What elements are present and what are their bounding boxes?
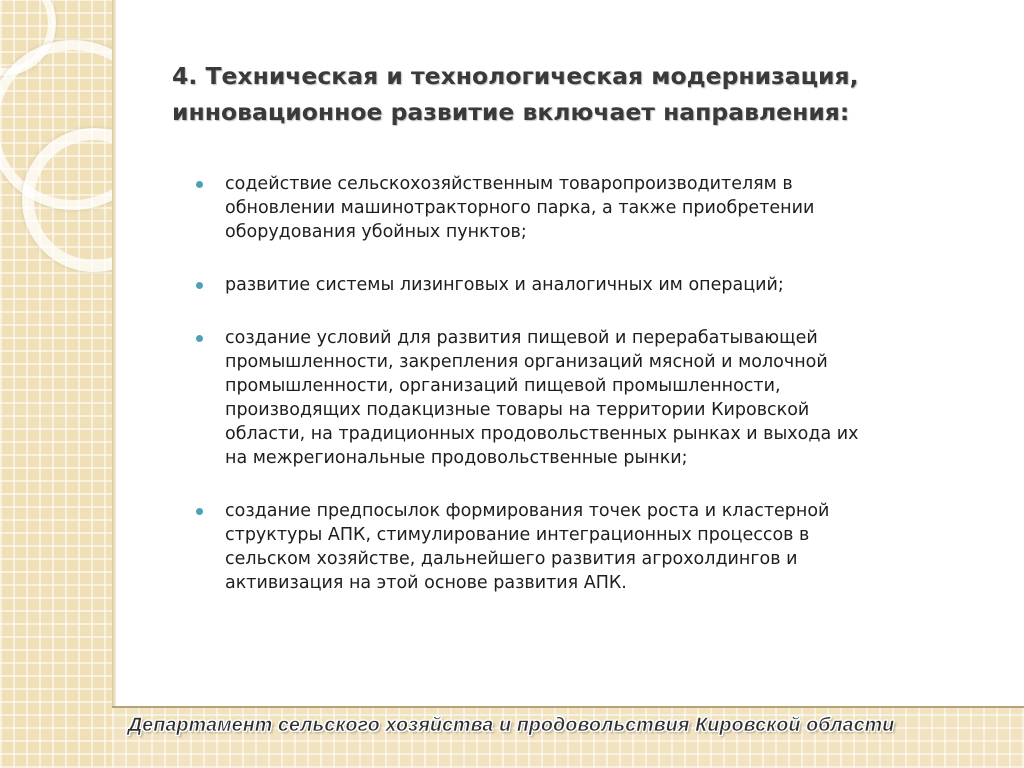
bullet-item [196, 499, 986, 595]
bullet-dot-icon [196, 335, 203, 342]
bullet-text-line: сельском хозяйстве, дальнейшего развития агрохолдингов и [225, 549, 798, 569]
side-panel-edge [112, 0, 116, 768]
bullet-item [196, 326, 986, 470]
bullet-dot-icon [196, 508, 203, 515]
bullet-text-line: обновлении машинотракторного парка, а также приобретении [225, 198, 815, 218]
bullet-text-line: содействие сельскохозяйственным товаропроизводителям в [225, 174, 793, 194]
bullet-text-line: создание предпосылок формирования точек роста и кластерной [225, 501, 830, 521]
slide-title [172, 58, 972, 130]
bullet-text-line: развитие системы лизинговых и аналогичных им операций; [225, 275, 784, 295]
bullet-text [225, 273, 986, 297]
slide-title-line: инновационное развитие включает направления: [172, 98, 850, 126]
slide-title-line: 4. Техническая и технологическая модернизация, [172, 62, 859, 90]
bullet-text [225, 172, 986, 244]
bullet-text [225, 499, 986, 595]
bullet-text-line: создание условий для развития пищевой и перерабатывающей [225, 328, 818, 348]
bullet-item [196, 273, 986, 297]
bullet-text-line: области, на традиционных продовольственных рынках и выхода их [225, 424, 859, 444]
bullet-text-line: производящих подакцизные товары на территории Кировской [225, 400, 810, 420]
bullet-text-line: оборудования убойных пунктов; [225, 222, 527, 242]
bullet-text [225, 326, 986, 470]
footer-organization-name: Департамент сельского хозяйства и продовольствия Кировской области [128, 714, 895, 736]
bullet-text-line: промышленности, закрепления организаций мясной и молочной [225, 352, 828, 372]
bullet-dot-icon [196, 181, 203, 188]
bullet-dot-icon [196, 282, 203, 289]
bullet-list [196, 172, 986, 624]
bullet-text-line: на межрегиональные продовольственные рынки; [225, 448, 688, 468]
footer-divider [112, 706, 1024, 708]
bullet-text-line: активизация на этой основе развития АПК. [225, 573, 627, 593]
bullet-item [196, 172, 986, 244]
bullet-text-line: структуры АПК, стимулирование интеграционных процессов в [225, 525, 810, 545]
bullet-text-line: промышленности, организаций пищевой промышленности, [225, 376, 781, 396]
decorative-side-panel [0, 0, 112, 768]
